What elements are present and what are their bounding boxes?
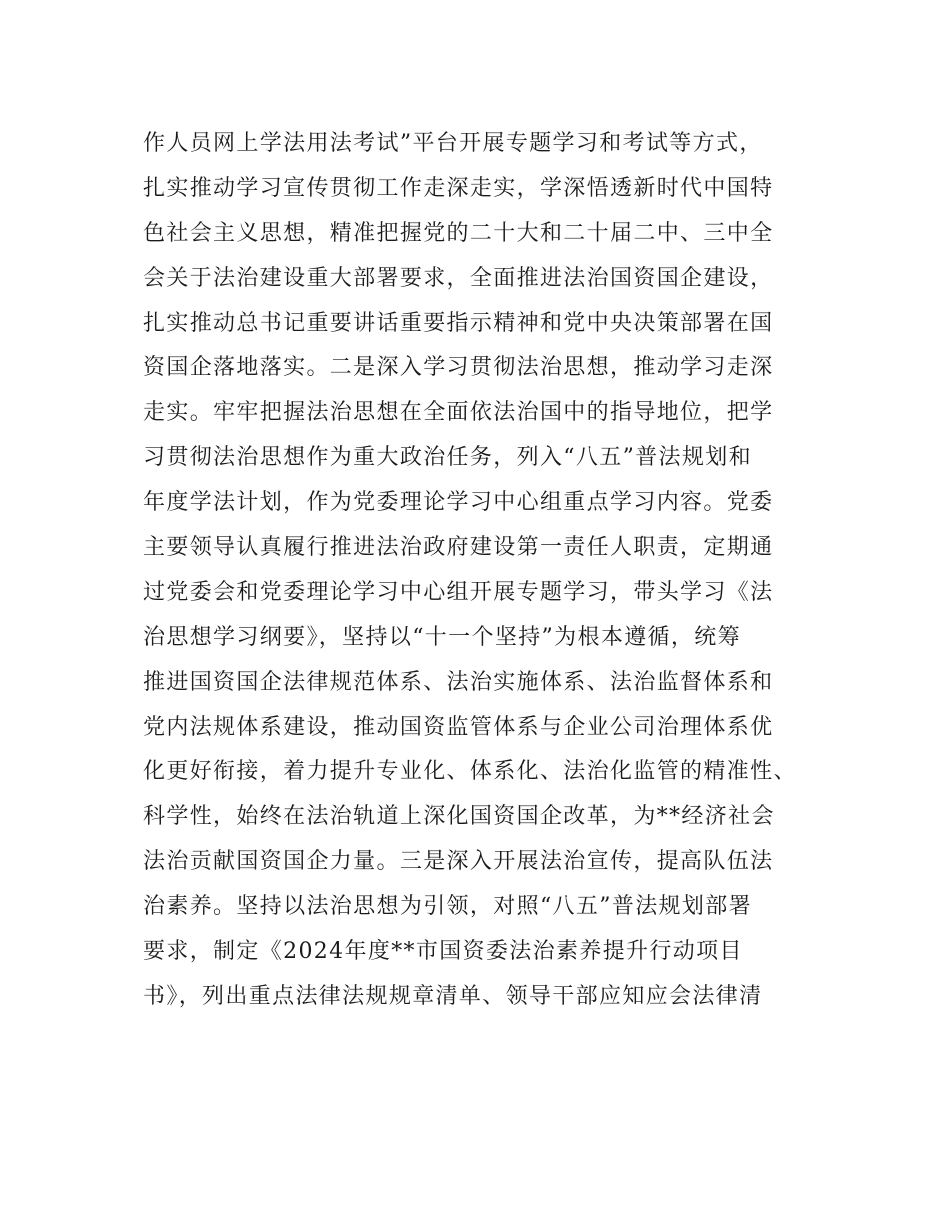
text-line: 主要领导认真履行推进法治政府建设第一责任人职责，定期通 — [143, 535, 774, 561]
text-line: 色社会主义思想，精准把握党的二十大和二十届二中、三中全 — [143, 220, 774, 246]
text-line: 过党委会和党委理论学习中心组开展专题学习，带头学习《法 — [143, 579, 774, 605]
text-line: 科学性，始终在法治轨道上深化国资国企改革，为**经济社会 — [143, 804, 775, 830]
text-line: 资国企落地落实。二是深入学习贯彻法治思想，推动学习走深 — [143, 355, 774, 381]
text-line: 治思想学习纲要》，坚持以“十一个坚持”为根本遵循，统筹 — [143, 624, 741, 650]
text-line: 治素养。坚持以法治思想为引领，对照“八五”普法规划部署 — [143, 894, 752, 920]
text-line: 化更好衔接，着力提升专业化、体系化、法治化监管的精准性、 — [143, 759, 797, 785]
text-line: 习贯彻法治思想作为重大政治任务，列入“八五”普法规划和 — [143, 445, 752, 471]
text-line: 书》，列出重点法律法规规章清单、领导干部应知应会法律清 — [143, 983, 763, 1009]
body-text — [143, 122, 843, 1020]
text-line: 要求，制定《2024年度**市国资委法治素养提升行动项目 — [143, 939, 743, 965]
text-line: 法治贡献国资国企力量。三是深入开展法治宣传，提高队伍法 — [143, 849, 774, 875]
text-line: 走实。牢牢把握法治思想在全面依法治国中的指导地位，把学 — [143, 400, 774, 426]
text-line: 扎实推动学习宣传贯彻工作走深走实，学深悟透新时代中国特 — [143, 175, 774, 201]
text-line: 作人员网上学法用法考试”平台开展专题学习和考试等方式， — [143, 131, 763, 156]
text-line: 年度学法计划，作为党委理论学习中心组重点学习内容。党委 — [143, 490, 774, 516]
text-line: 推进国资国企法律规范体系、法治实施体系、法治监督体系和 — [143, 669, 774, 695]
text-line: 党内法规体系建设，推动国资监管体系与企业公司治理体系优 — [143, 714, 774, 740]
text-line: 会关于法治建设重大部署要求，全面推进法治国资国企建设， — [143, 265, 774, 291]
text-line: 扎实推动总书记重要讲话重要指示精神和党中央决策部署在国 — [143, 310, 774, 336]
